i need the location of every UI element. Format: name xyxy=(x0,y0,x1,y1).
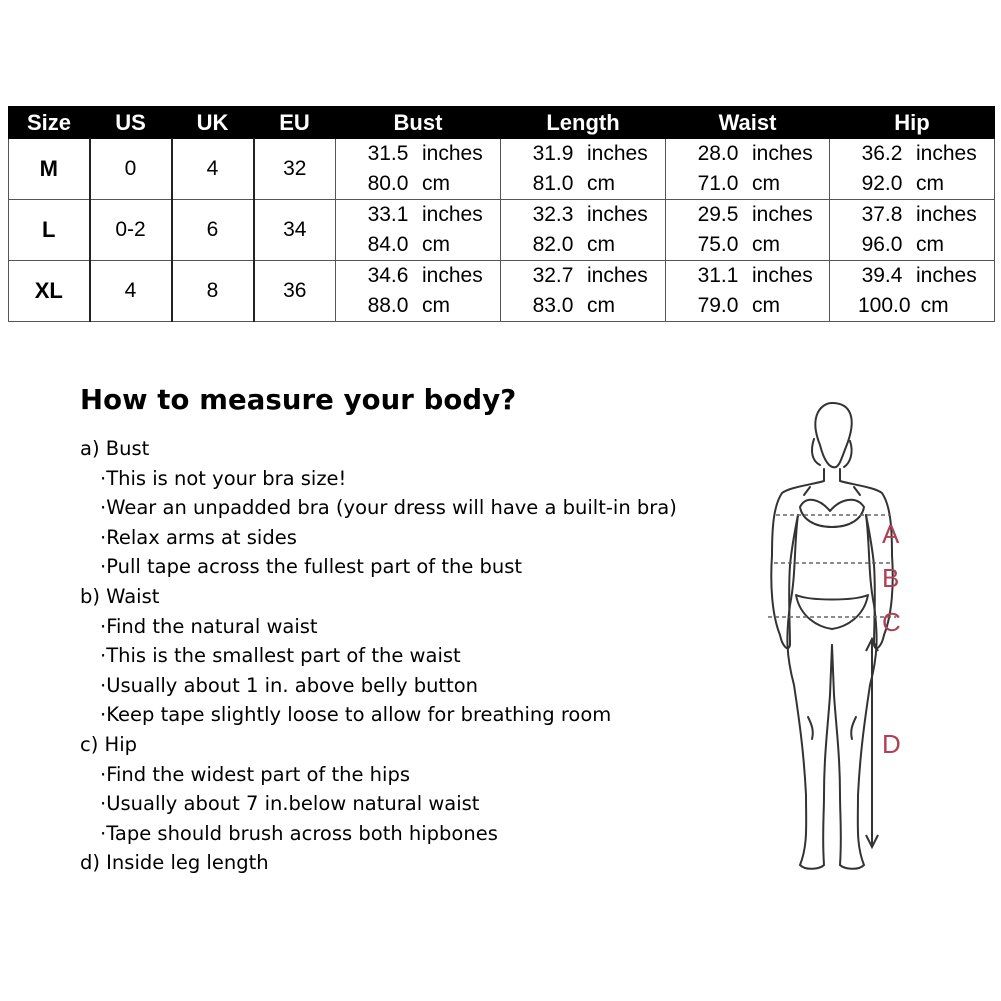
unit-label: cm xyxy=(916,172,944,195)
eu-cell: 34 xyxy=(254,200,336,261)
hip-cm-value: 92.0 xyxy=(861,172,903,195)
us-cell: 0 xyxy=(90,139,172,200)
hip-cell xyxy=(830,261,995,322)
unit-label: inches xyxy=(422,203,483,226)
hip-cm-value: 96.0 xyxy=(861,233,903,256)
unit-label: cm xyxy=(916,233,944,256)
guide-section-heading: b) Waist xyxy=(80,584,160,608)
unit-label: cm xyxy=(422,294,450,317)
guide-section xyxy=(80,848,677,878)
measure-guide-list xyxy=(80,434,677,878)
bust-cell xyxy=(336,139,501,200)
unit-label: cm xyxy=(920,294,949,317)
bust-cm-value: 80.0 xyxy=(367,172,409,195)
body-measurement-figure xyxy=(750,395,930,885)
length-cm-value: 82.0 xyxy=(532,233,574,256)
guide-tip: ·Find the natural waist xyxy=(100,614,318,638)
guide-tip: ·Keep tape slightly loose to allow for breathing room xyxy=(100,703,612,727)
bust-cell xyxy=(336,261,501,322)
hip-cm-value: 100.0 xyxy=(858,294,911,317)
bust-cell xyxy=(336,200,501,261)
bust-in-value: 31.5 xyxy=(367,142,409,165)
bust-cm-value: 88.0 xyxy=(367,294,409,317)
column-header-waist: Waist xyxy=(666,107,830,139)
size-cell: M xyxy=(9,139,90,200)
length-in-value: 32.3 xyxy=(532,203,574,226)
length-cell xyxy=(501,261,666,322)
body-outline xyxy=(771,403,892,869)
guide-tip: ·Wear an unpadded bra (your dress will have a built-in bra) xyxy=(100,496,677,520)
hip-cell xyxy=(830,139,995,200)
eu-cell: 36 xyxy=(254,261,336,322)
waist-cell xyxy=(666,139,830,200)
us-cell: 0-2 xyxy=(90,200,172,261)
length-cell xyxy=(501,139,666,200)
unit-label: cm xyxy=(422,172,450,195)
unit-label: cm xyxy=(587,294,615,317)
guide-tip: ·Usually about 1 in. above belly button xyxy=(100,673,479,697)
column-header-length: Length xyxy=(501,107,666,139)
waist-cell xyxy=(666,261,830,322)
guide-tip: ·Find the widest part of the hips xyxy=(100,762,410,786)
waist-in-value: 31.1 xyxy=(697,264,739,287)
bust-cm-value: 84.0 xyxy=(367,233,409,256)
guide-section xyxy=(80,582,677,730)
unit-label: inches xyxy=(587,203,648,226)
unit-label: inches xyxy=(916,264,977,287)
bust-in-value: 34.6 xyxy=(367,264,409,287)
body-outline-illustration xyxy=(750,395,930,885)
uk-cell: 4 xyxy=(172,139,254,200)
waist-cm-value: 71.0 xyxy=(697,172,739,195)
guide-section-heading: c) Hip xyxy=(80,732,137,756)
column-header-bust: Bust xyxy=(336,107,501,139)
unit-label: inches xyxy=(752,142,813,165)
size-chart-table xyxy=(8,106,995,322)
table-row xyxy=(9,200,995,261)
guide-tip: ·This is the smallest part of the waist xyxy=(100,644,461,668)
guide-section-heading: a) Bust xyxy=(80,437,150,460)
unit-label: cm xyxy=(422,233,450,256)
waist-cm-value: 79.0 xyxy=(697,294,739,317)
unit-label: inches xyxy=(752,264,813,287)
size-cell: L xyxy=(9,200,90,261)
label-b: B xyxy=(882,563,900,593)
unit-label: cm xyxy=(752,294,780,317)
unit-label: inches xyxy=(422,142,483,165)
table-header-row xyxy=(9,107,995,139)
unit-label: inches xyxy=(587,142,648,165)
guide-tip: ·Relax arms at sides xyxy=(100,525,297,549)
length-in-value: 32.7 xyxy=(532,264,574,287)
measure-guide-title: How to measure your body? xyxy=(80,384,517,416)
label-c: C xyxy=(882,607,901,637)
unit-label: cm xyxy=(587,233,615,256)
guide-tips xyxy=(80,760,677,849)
guide-section-heading: d) Inside leg length xyxy=(80,851,269,875)
guide-tips xyxy=(80,464,677,582)
us-cell: 4 xyxy=(90,261,172,322)
guide-tip: ·Usually about 7 in.below natural waist xyxy=(100,792,480,816)
column-header-us: US xyxy=(90,107,172,139)
table-row xyxy=(9,139,995,200)
unit-label: inches xyxy=(422,264,483,287)
guide-tip: ·Tape should brush across both hipbones xyxy=(100,821,498,845)
unit-label: cm xyxy=(752,172,780,195)
length-cell xyxy=(501,200,666,261)
waist-cell xyxy=(666,200,830,261)
unit-label: cm xyxy=(752,233,780,256)
measurement-lines xyxy=(768,515,896,617)
hip-in-value: 39.4 xyxy=(861,264,903,287)
inside-leg-arrow xyxy=(866,639,878,847)
column-header-uk: UK xyxy=(172,107,254,139)
hip-cell xyxy=(830,200,995,261)
label-d: D xyxy=(882,729,901,759)
column-header-size: Size xyxy=(9,107,90,139)
table-row xyxy=(9,261,995,322)
waist-in-value: 29.5 xyxy=(697,203,739,226)
bust-in-value: 33.1 xyxy=(367,203,409,226)
guide-tip: ·Pull tape across the fullest part of the bust xyxy=(100,555,523,579)
guide-section xyxy=(80,434,677,582)
guide-tips xyxy=(80,612,677,730)
size-cell: XL xyxy=(9,261,90,322)
length-cm-value: 81.0 xyxy=(532,172,574,195)
uk-cell: 6 xyxy=(172,200,254,261)
hip-in-value: 36.2 xyxy=(861,142,903,165)
column-header-hip: Hip xyxy=(830,107,995,139)
length-cm-value: 83.0 xyxy=(532,294,574,317)
eu-cell: 32 xyxy=(254,139,336,200)
unit-label: inches xyxy=(916,142,977,165)
unit-label: inches xyxy=(752,203,813,226)
column-header-eu: EU xyxy=(254,107,336,139)
guide-tip: ·This is not your bra size! xyxy=(100,466,347,490)
uk-cell: 8 xyxy=(172,261,254,322)
waist-in-value: 28.0 xyxy=(697,142,739,165)
hip-in-value: 37.8 xyxy=(861,203,903,226)
unit-label: inches xyxy=(916,203,977,226)
guide-section xyxy=(80,730,677,848)
unit-label: inches xyxy=(587,264,648,287)
length-in-value: 31.9 xyxy=(532,142,574,165)
unit-label: cm xyxy=(587,172,615,195)
label-a: A xyxy=(882,519,900,549)
waist-cm-value: 75.0 xyxy=(697,233,739,256)
